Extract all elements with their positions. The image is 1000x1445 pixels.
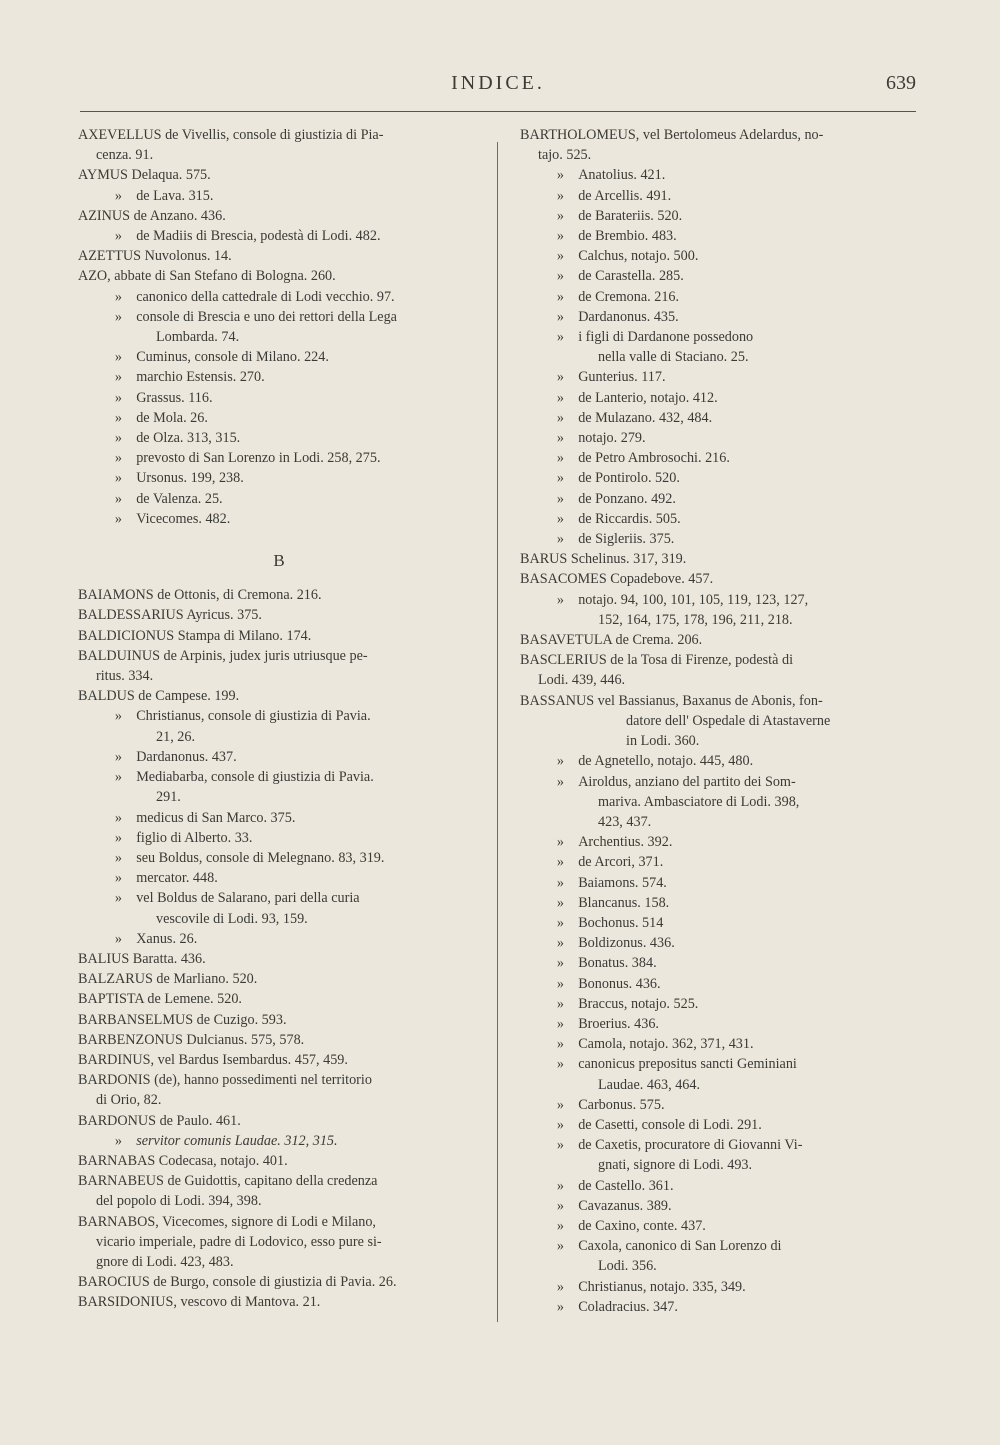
index-subentry xyxy=(78,489,480,509)
index-continuation: cenza. 91. xyxy=(96,147,154,164)
ditto-mark: » xyxy=(556,308,564,325)
ditto-mark: » xyxy=(556,995,564,1012)
subentry-text: servitor comunis Laudae. 312, 315. xyxy=(136,1132,338,1149)
ditto-mark: » xyxy=(114,450,122,467)
index-subentry xyxy=(520,751,915,771)
subentry-text: Anatolius. 421. xyxy=(578,167,666,184)
ditto-mark: » xyxy=(114,349,122,366)
section-letter: B xyxy=(273,551,285,571)
ditto-mark: » xyxy=(556,268,564,285)
index-continuation: del popolo di Lodi. 394, 398. xyxy=(96,1193,262,1210)
ditto-mark: » xyxy=(114,389,122,406)
ditto-mark: » xyxy=(556,187,564,204)
index-subentry xyxy=(78,848,480,868)
column-divider xyxy=(497,142,498,1322)
index-subentry xyxy=(78,186,480,206)
subentry-text: marchio Estensis. 270. xyxy=(136,369,265,386)
subentry-text: canonicus prepositus sancti Geminiani xyxy=(578,1056,797,1073)
ditto-mark: » xyxy=(556,369,564,386)
subentry-text: Vicecomes. 482. xyxy=(136,510,231,527)
subentry-text: Broerius. 436. xyxy=(578,1015,659,1032)
index-entry: BARTHOLOMEUS, vel Bertolomeus Adelardus, no- xyxy=(520,127,824,143)
subentry-text: de Mola. 26. xyxy=(136,409,208,426)
index-entry: BAIAMONS de Ottonis, di Cremona. 216. xyxy=(78,587,322,604)
ditto-mark: » xyxy=(556,1197,564,1214)
subentry-text: de Petro Ambrosochi. 216. xyxy=(578,450,730,467)
ditto-mark: » xyxy=(556,1298,564,1315)
index-continuation: 423, 437. xyxy=(598,813,652,830)
index-subentry xyxy=(520,1176,915,1196)
index-continuation: 152, 164, 175, 178, 196, 211, 218. xyxy=(598,611,793,628)
subentry-text: de Lanterio, notajo. 412. xyxy=(578,389,718,406)
subentry-text: de Carastella. 285. xyxy=(578,268,684,285)
subentry-text: de Ponzano. 492. xyxy=(578,490,676,507)
ditto-mark: » xyxy=(114,708,122,725)
index-continuation: nella valle di Staciano. 25. xyxy=(598,349,749,366)
subentry-text: de Olza. 313, 315. xyxy=(136,430,241,447)
index-column-right xyxy=(520,125,915,1317)
ditto-mark: » xyxy=(556,450,564,467)
index-continuation: Lodi. 356. xyxy=(598,1258,657,1275)
subentry-text: de Madiis di Brescia, podestà di Lodi. 482. xyxy=(136,228,381,245)
subentry-text: de Brembio. 483. xyxy=(578,228,677,245)
ditto-mark: » xyxy=(556,1137,564,1154)
subentry-text: notajo. 94, 100, 101, 105, 119, 123, 127, xyxy=(578,591,809,608)
ditto-mark: » xyxy=(114,470,122,487)
subentry-text: de Sigleriis. 375. xyxy=(578,531,675,548)
ditto-mark: » xyxy=(556,1177,564,1194)
ditto-mark: » xyxy=(114,490,122,507)
index-subentry xyxy=(78,347,480,367)
subentry-text: Carbonus. 575. xyxy=(578,1096,665,1113)
subentry-text: Bonatus. 384. xyxy=(578,955,657,972)
index-subentry xyxy=(520,206,915,226)
index-subentry xyxy=(78,448,480,468)
index-subentry xyxy=(520,246,915,266)
subentry-text: Calchus, notajo. 500. xyxy=(578,248,699,265)
index-subentry xyxy=(520,1115,915,1135)
index-subentry xyxy=(520,1196,915,1216)
index-subentry xyxy=(520,893,915,913)
index-subentry xyxy=(520,1034,915,1054)
subentry-text: Xanus. 26. xyxy=(136,930,198,947)
index-continuation: di Orio, 82. xyxy=(96,1092,162,1109)
subentry-text: de Agnetello, notajo. 445, 480. xyxy=(578,753,754,770)
ditto-mark: » xyxy=(114,870,122,887)
ditto-mark: » xyxy=(114,809,122,826)
index-entry: BASACOMES Copadebove. 457. xyxy=(520,571,714,588)
index-continuation: vicario imperiale, padre di Lodovico, esso pure si- xyxy=(96,1233,382,1250)
index-continuation: tajo. 525. xyxy=(538,147,592,164)
index-subentry xyxy=(520,953,915,973)
index-subentry xyxy=(520,852,915,872)
page-header xyxy=(80,72,916,102)
index-subentry xyxy=(78,226,480,246)
index-subentry xyxy=(78,307,480,327)
ditto-mark: » xyxy=(556,329,564,346)
ditto-mark: » xyxy=(556,591,564,608)
subentry-text: medicus di San Marco. 375. xyxy=(136,809,296,826)
subentry-text: de Valenza. 25. xyxy=(136,490,223,507)
index-subentry xyxy=(520,509,915,529)
index-entry: BARSIDONIUS, vescovo di Mantova. 21. xyxy=(78,1294,321,1311)
ditto-mark: » xyxy=(556,510,564,527)
subentry-text: Baiamons. 574. xyxy=(578,874,667,891)
index-entry: BALDUINUS de Arpinis, judex juris utriusque pe- xyxy=(78,647,368,664)
subentry-text: Caxola, canonico di San Lorenzo di xyxy=(578,1238,782,1255)
index-entry: AXEVELLUS de Vivellis, console di giustizia di Pia- xyxy=(78,127,384,143)
ditto-mark: » xyxy=(556,773,564,790)
index-entry: BALDESSARIUS Ayricus. 375. xyxy=(78,607,262,624)
ditto-mark: » xyxy=(556,207,564,224)
index-subentry xyxy=(520,994,915,1014)
index-continuation: gnore di Lodi. 423, 483. xyxy=(96,1253,234,1270)
subentry-text: notajo. 279. xyxy=(578,430,646,447)
index-subentry xyxy=(520,1297,915,1317)
ditto-mark: » xyxy=(556,1238,564,1255)
index-entry: BAROCIUS de Burgo, console di giustizia di Pavia. 26. xyxy=(78,1274,397,1291)
index-subentry xyxy=(78,287,480,307)
index-continuation: vescovile di Lodi. 93, 159. xyxy=(156,910,308,927)
index-subentry xyxy=(520,287,915,307)
ditto-mark: » xyxy=(556,228,564,245)
ditto-mark: » xyxy=(114,308,122,325)
index-column-left xyxy=(78,125,480,1313)
ditto-mark: » xyxy=(556,248,564,265)
ditto-mark: » xyxy=(556,1056,564,1073)
subentry-text: de Pontirolo. 520. xyxy=(578,470,680,487)
subentry-text: Airoldus, anziano del partito dei Som- xyxy=(578,773,796,790)
subentry-text: Cavazanus. 389. xyxy=(578,1197,672,1214)
ditto-mark: » xyxy=(114,288,122,305)
index-subentry xyxy=(78,1131,480,1151)
subentry-text: seu Boldus, console di Melegnano. 83, 319. xyxy=(136,849,385,866)
subentry-text: prevosto di San Lorenzo in Lodi. 258, 275. xyxy=(136,450,381,467)
ditto-mark: » xyxy=(114,829,122,846)
index-subentry xyxy=(520,913,915,933)
page-number: 639 xyxy=(886,72,916,94)
index-entry: BALZARUS de Marliano. 520. xyxy=(78,971,258,988)
index-subentry xyxy=(78,367,480,387)
index-subentry xyxy=(78,767,480,787)
subentry-text: Dardanonus. 437. xyxy=(136,748,237,765)
index-entry: BARNABEUS de Guidottis, capitano della credenza xyxy=(78,1173,378,1190)
ditto-mark: » xyxy=(114,369,122,386)
ditto-mark: » xyxy=(556,1278,564,1295)
index-subentry xyxy=(520,327,915,347)
index-subentry xyxy=(520,448,915,468)
index-subentry xyxy=(78,868,480,888)
subentry-text: Blancanus. 158. xyxy=(578,894,670,911)
subentry-text: de Riccardis. 505. xyxy=(578,510,681,527)
index-continuation: 291. xyxy=(156,789,181,806)
index-subentry xyxy=(78,888,480,908)
index-subentry xyxy=(78,509,480,529)
index-entry: BASAVETULA de Crema. 206. xyxy=(520,632,703,649)
index-entry: AYMUS Delaqua. 575. xyxy=(78,167,211,184)
ditto-mark: » xyxy=(556,894,564,911)
ditto-mark: » xyxy=(556,935,564,952)
index-entry: BARDONUS de Paulo. 461. xyxy=(78,1112,241,1129)
index-subentry xyxy=(520,772,915,792)
index-entry: BARNABOS, Vicecomes, signore di Lodi e Milano, xyxy=(78,1213,376,1230)
index-continuation: ritus. 334. xyxy=(96,668,154,685)
subentry-text: Cuminus, console di Milano. 224. xyxy=(136,349,329,366)
ditto-mark: » xyxy=(556,167,564,184)
subentry-text: Ursonus. 199, 238. xyxy=(136,470,244,487)
index-subentry xyxy=(520,186,915,206)
subentry-text: Bochonus. 514 xyxy=(578,914,664,931)
index-entry: BAPTISTA de Lemene. 520. xyxy=(78,991,242,1008)
index-subentry xyxy=(520,832,915,852)
index-subentry xyxy=(78,929,480,949)
index-entry: BASCLERIUS de la Tosa di Firenze, podestà di xyxy=(520,652,794,669)
subentry-text: de Lava. 315. xyxy=(136,187,214,204)
subentry-text: i figli di Dardanone possedono xyxy=(578,329,754,346)
subentry-text: de Casetti, console di Lodi. 291. xyxy=(578,1116,762,1133)
index-entry: BARUS Schelinus. 317, 319. xyxy=(520,551,687,568)
subentry-text: canonico della cattedrale di Lodi vecchio. 97. xyxy=(136,288,395,305)
ditto-mark: » xyxy=(556,1015,564,1032)
index-subentry xyxy=(520,590,915,610)
index-subentry xyxy=(520,165,915,185)
index-subentry xyxy=(78,388,480,408)
index-entry: BALDICIONUS Stampa di Milano. 174. xyxy=(78,627,312,644)
subentry-text: figlio di Alberto. 33. xyxy=(136,829,253,846)
subentry-text: de Caxetis, procuratore di Giovanni Vi- xyxy=(578,1137,803,1154)
index-continuation: in Lodi. 360. xyxy=(626,733,700,750)
ditto-mark: » xyxy=(556,834,564,851)
index-continuation: Lodi. 439, 446. xyxy=(538,672,626,689)
subentry-text: Coladracius. 347. xyxy=(578,1298,678,1315)
index-entry: BARNABAS Codecasa, notajo. 401. xyxy=(78,1152,288,1169)
subentry-text: de Arcellis. 491. xyxy=(578,187,672,204)
ditto-mark: » xyxy=(556,490,564,507)
ditto-mark: » xyxy=(114,228,122,245)
index-subentry xyxy=(520,1095,915,1115)
ditto-mark: » xyxy=(556,955,564,972)
index-continuation: gnati, signore di Lodi. 493. xyxy=(598,1157,753,1174)
index-continuation: 21, 26. xyxy=(156,728,196,745)
ditto-mark: » xyxy=(114,849,122,866)
subentry-text: Archentius. 392. xyxy=(578,834,673,851)
index-subentry xyxy=(520,408,915,428)
ditto-mark: » xyxy=(114,409,122,426)
ditto-mark: » xyxy=(114,930,122,947)
header-rule xyxy=(80,111,916,112)
ditto-mark: » xyxy=(556,430,564,447)
ditto-mark: » xyxy=(114,430,122,447)
index-subentry xyxy=(520,367,915,387)
subentry-text: console di Brescia e uno dei rettori della Lega xyxy=(136,308,397,325)
index-subentry xyxy=(520,933,915,953)
ditto-mark: » xyxy=(114,890,122,907)
index-subentry xyxy=(520,226,915,246)
index-subentry xyxy=(520,468,915,488)
subentry-text: de Barateriis. 520. xyxy=(578,207,683,224)
index-continuation: datore dell' Ospedale di Atastaverne xyxy=(626,712,831,729)
index-subentry xyxy=(520,1216,915,1236)
subentry-text: de Castello. 361. xyxy=(578,1177,674,1194)
ditto-mark: » xyxy=(556,975,564,992)
index-subentry xyxy=(520,307,915,327)
index-entry: BARDINUS, vel Bardus Isembardus. 457, 459. xyxy=(78,1051,348,1068)
index-entry: BALDUS de Campese. 199. xyxy=(78,688,240,705)
index-subentry xyxy=(520,1014,915,1034)
index-entry: BALIUS Baratta. 436. xyxy=(78,950,206,967)
index-subentry xyxy=(520,1054,915,1074)
index-subentry xyxy=(78,808,480,828)
ditto-mark: » xyxy=(114,748,122,765)
index-subentry xyxy=(78,408,480,428)
subentry-text: mercator. 448. xyxy=(136,870,218,887)
subentry-text: Grassus. 116. xyxy=(136,389,213,406)
index-subentry xyxy=(78,706,480,726)
ditto-mark: » xyxy=(556,1096,564,1113)
index-continuation: mariva. Ambasciatore di Lodi. 398, xyxy=(598,793,800,810)
ditto-mark: » xyxy=(114,769,122,786)
index-subentry xyxy=(78,468,480,488)
index-entry: AZETTUS Nuvolonus. 14. xyxy=(78,248,232,265)
index-entry: AZO, abbate di San Stefano di Bologna. 260. xyxy=(78,268,336,285)
index-subentry xyxy=(78,828,480,848)
ditto-mark: » xyxy=(556,753,564,770)
index-subentry xyxy=(520,974,915,994)
index-subentry xyxy=(520,529,915,549)
subentry-text: Braccus, notajo. 525. xyxy=(578,995,699,1012)
index-entry: BASSANUS vel Bassianus, Baxanus de Abonis, fon- xyxy=(520,692,823,709)
index-subentry xyxy=(520,873,915,893)
index-subentry xyxy=(520,388,915,408)
subentry-text: Bononus. 436. xyxy=(578,975,661,992)
subentry-text: de Mulazano. 432, 484. xyxy=(578,409,713,426)
index-subentry xyxy=(78,747,480,767)
ditto-mark: » xyxy=(556,854,564,871)
index-subentry xyxy=(520,489,915,509)
ditto-mark: » xyxy=(114,510,122,527)
subentry-text: de Cremona. 216. xyxy=(578,288,680,305)
subentry-text: Boldizonus. 436. xyxy=(578,935,675,952)
subentry-text: Mediabarba, console di giustizia di Pavia. xyxy=(136,769,374,786)
index-subentry xyxy=(520,1277,915,1297)
index-continuation: Laudae. 463, 464. xyxy=(598,1076,701,1093)
ditto-mark: » xyxy=(556,1116,564,1133)
ditto-mark: » xyxy=(556,531,564,548)
ditto-mark: » xyxy=(556,874,564,891)
ditto-mark: » xyxy=(556,288,564,305)
index-entry: BARBANSELMUS de Cuzigo. 593. xyxy=(78,1011,287,1028)
index-entry: AZINUS de Anzano. 436. xyxy=(78,207,226,224)
ditto-mark: » xyxy=(556,389,564,406)
ditto-mark: » xyxy=(556,409,564,426)
index-entry: BARBENZONUS Dulcianus. 575, 578. xyxy=(78,1031,305,1048)
subentry-text: Camola, notajo. 362, 371, 431. xyxy=(578,1036,754,1053)
ditto-mark: » xyxy=(114,1132,122,1149)
subentry-text: Gunterius. 117. xyxy=(578,369,666,386)
ditto-mark: » xyxy=(556,1036,564,1053)
running-title: INDICE. xyxy=(451,72,545,94)
subentry-text: Christianus, notajo. 335, 349. xyxy=(578,1278,746,1295)
index-subentry xyxy=(78,428,480,448)
index-subentry xyxy=(520,1236,915,1256)
ditto-mark: » xyxy=(556,914,564,931)
index-subentry xyxy=(520,428,915,448)
subentry-text: vel Boldus de Salarano, pari della curia xyxy=(136,890,360,907)
subentry-text: Christianus, console di giustizia di Pavia. xyxy=(136,708,371,725)
index-continuation: Lombarda. 74. xyxy=(156,329,240,346)
subentry-text: Dardanonus. 435. xyxy=(578,308,679,325)
ditto-mark: » xyxy=(114,187,122,204)
index-entry: BARDONIS (de), hanno possedimenti nel territorio xyxy=(78,1072,372,1089)
index-subentry xyxy=(520,266,915,286)
index-subentry xyxy=(520,1135,915,1155)
ditto-mark: » xyxy=(556,1217,564,1234)
subentry-text: de Arcori, 371. xyxy=(578,854,664,871)
subentry-text: de Caxino, conte. 437. xyxy=(578,1217,706,1234)
ditto-mark: » xyxy=(556,470,564,487)
